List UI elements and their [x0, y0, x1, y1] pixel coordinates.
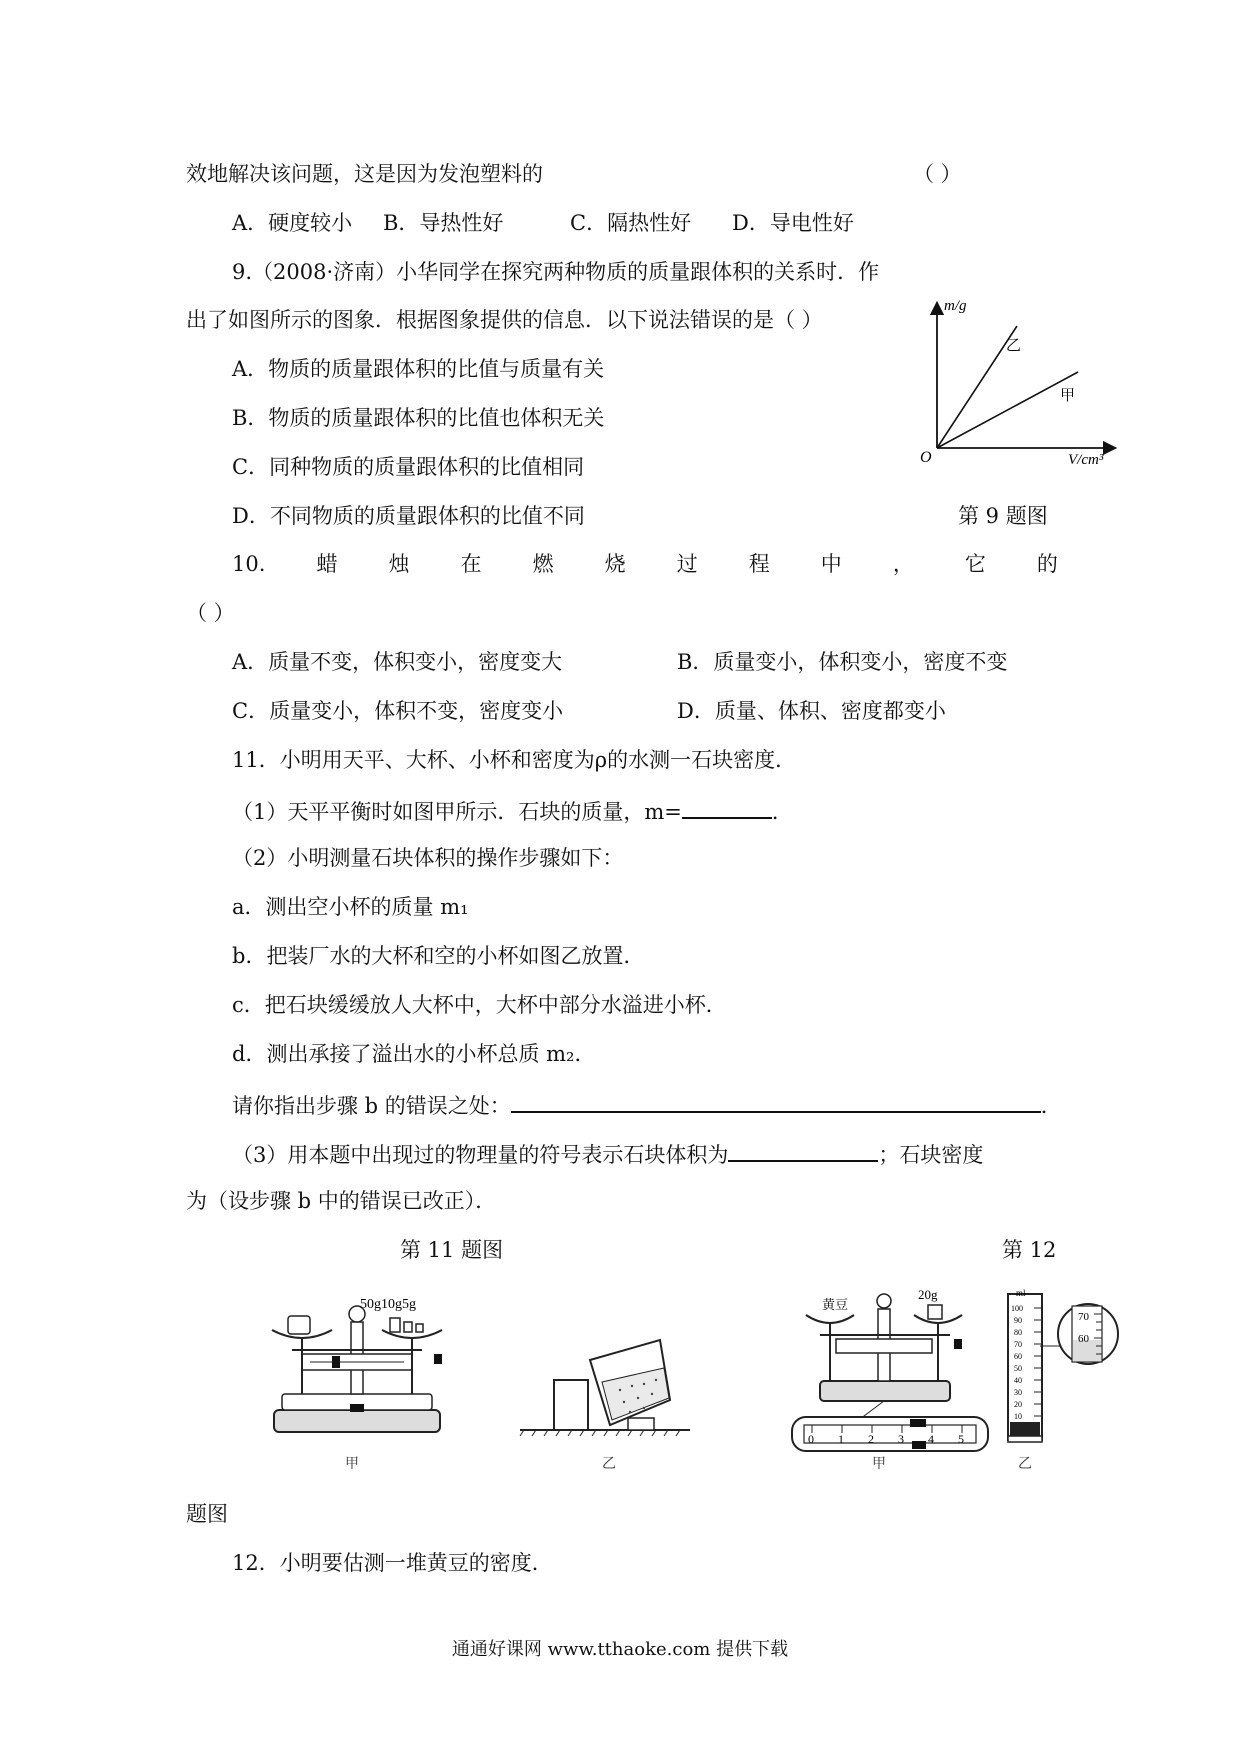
zoom-tick-70: 70	[1078, 1311, 1089, 1323]
q12-graduated-cylinder-illustration	[1004, 1288, 1120, 1454]
q11-fig-yi-label: 乙	[602, 1456, 616, 1472]
line-jia	[937, 372, 1078, 448]
q9-option-a: A．物质的质量跟体积的比值与质量有关	[232, 357, 605, 381]
q9-figure-caption: 第 9 题图	[958, 504, 1048, 528]
cyl-tick-50: 50	[1014, 1364, 1022, 1373]
q11-part3-line2: 为（设步骤 b 中的错误已改正）．	[186, 1189, 497, 1213]
q10-char: 在	[460, 552, 482, 576]
q11-volume-blank[interactable]	[728, 1138, 878, 1162]
q11-weights-label: 50g10g5g	[360, 1297, 416, 1312]
q11-part1-end: ．	[771, 800, 793, 824]
cyl-tick-90: 90	[1014, 1316, 1022, 1325]
q9-stem-line2: 出了如图所示的图象．根据图象提供的信息．以下说法错误的是（ ）	[186, 308, 823, 332]
q8-option-d: D．导电性好	[732, 211, 854, 235]
q11-step-c: c．把石块缓缓放人大杯中，大杯中部分水溢进小杯．	[232, 993, 727, 1017]
q11-part3	[232, 1138, 983, 1169]
q9-option-d: D．不同物质的质量跟体积的比值不同	[232, 504, 585, 528]
cyl-tick-10: 10	[1014, 1412, 1022, 1421]
q8-option-a: A．硬度较小	[232, 211, 353, 235]
q12-fig-jia-label: 甲	[872, 1456, 886, 1472]
q10-char: 蜡	[316, 552, 338, 576]
q12-figure-caption-part1: 第 12	[1002, 1238, 1057, 1262]
q11-ask-b-text: 请你指出步骤 b 的错误之处：	[232, 1094, 511, 1118]
q10-char: 燃	[532, 552, 554, 576]
line-jia-label: 甲	[1060, 386, 1076, 404]
q11-part2: （2）小明测量石块体积的操作步骤如下：	[232, 846, 624, 870]
q10-char: 它	[964, 552, 986, 576]
zoom-tick-60: 60	[1078, 1333, 1089, 1345]
page-footer: 通通好课网 www.tthaoke.com 提供下载	[451, 1639, 789, 1660]
q11-part3-end: ；石块密度	[878, 1143, 984, 1167]
q10-char: ，	[892, 552, 914, 576]
q10-char: 的	[1036, 552, 1058, 576]
scale-tick-2: 2	[868, 1432, 874, 1446]
q12-fig-yi-label: 乙	[1018, 1456, 1032, 1472]
cyl-tick-80: 80	[1014, 1328, 1022, 1337]
q11-part1	[232, 795, 793, 826]
q12-figure-caption-part2: 题图	[186, 1502, 228, 1526]
q11-part1-text: （1）天平平衡时如图甲所示．石块的质量，m=	[232, 800, 682, 824]
cyl-tick-70: 70	[1014, 1340, 1022, 1349]
q10-option-a: A．质量不变，体积变小，密度变大	[232, 650, 563, 674]
cyl-unit: ml	[1016, 1288, 1026, 1298]
q11-balance-illustration	[262, 1290, 452, 1440]
q10-char: 过	[676, 552, 698, 576]
q8-option-c: C．隔热性好	[570, 211, 692, 235]
scale-tick-5: 5	[958, 1432, 964, 1446]
scale-tick-3: 3	[898, 1432, 904, 1446]
q11-overflow-cups-illustration	[520, 1290, 700, 1440]
q10-option-b: B．质量变小，体积变小，密度不变	[677, 650, 1008, 674]
pan-label: 黄豆	[822, 1298, 849, 1313]
q10-option-d: D．质量、体积、密度都变小	[677, 699, 946, 723]
q9-mass-volume-graph	[900, 296, 1140, 476]
q9-option-b: B．物质的质量跟体积的比值也体积无关	[232, 406, 605, 430]
cyl-tick-40: 40	[1014, 1376, 1022, 1385]
q9-stem-line1: 9.（2008·济南）小华同学在探究两种物质的质量跟体积的关系时．作	[232, 260, 880, 284]
q12-stem: 12．小明要估测一堆黄豆的密度．	[232, 1551, 553, 1575]
q11-mass-blank[interactable]	[682, 795, 772, 819]
q8-option-b: B．导热性好	[383, 211, 504, 235]
cyl-tick-30: 30	[1014, 1388, 1022, 1397]
q12-balance-illustration	[790, 1285, 990, 1455]
origin-label: O	[920, 449, 932, 466]
q11-figure-caption: 第 11 题图	[400, 1238, 504, 1262]
q10-char: 烧	[604, 552, 626, 576]
q10-stem	[232, 550, 1058, 578]
x-axis-label: V/cm³	[1068, 452, 1104, 468]
q10-char: 烛	[388, 552, 410, 576]
q11-part3-text: （3）用本题中出现过的物理量的符号表示石块体积为	[232, 1143, 729, 1167]
cyl-tick-20: 20	[1014, 1400, 1022, 1409]
scale-tick-1: 1	[838, 1432, 844, 1446]
line-yi-label: 乙	[1006, 336, 1022, 354]
q10-char: 10.	[232, 552, 266, 576]
q10-answer-paren: （ ）	[186, 601, 235, 625]
q10-char: 程	[748, 552, 770, 576]
scale-tick-4: 4	[928, 1432, 934, 1446]
q11-ask-b	[232, 1089, 1062, 1120]
weight-label: 20g	[918, 1287, 938, 1302]
q11-fig-jia-label: 甲	[345, 1456, 359, 1472]
cyl-tick-100: 100	[1011, 1304, 1023, 1313]
q10-option-c: C．质量变小，体积不变，密度变小	[232, 699, 564, 723]
q11-step-b: b．把装厂水的大杯和空的小杯如图乙放置．	[232, 944, 645, 968]
cyl-tick-60: 60	[1014, 1352, 1022, 1361]
line-yi	[937, 326, 1017, 448]
scale-tick-0: 0	[808, 1432, 814, 1446]
q8-answer-paren: （ ）	[913, 162, 962, 186]
q11-error-blank[interactable]	[511, 1089, 1041, 1113]
q9-option-c: C．同种物质的质量跟体积的比值相同	[232, 455, 585, 479]
q10-char: 中	[820, 552, 842, 576]
q11-stem: 11．小明用天平、大杯、小杯和密度为ρ的水测一石块密度．	[232, 748, 797, 772]
q11-step-a: a．测出空小杯的质量 m₁	[232, 895, 469, 919]
q8-continuation: 效地解决该问题，这是因为发泡塑料的	[186, 162, 543, 186]
q11-ask-b-end: ．	[1040, 1094, 1062, 1118]
y-axis-label: m/g	[944, 298, 967, 314]
q11-step-d: d．测出承接了溢出水的小杯总质 m₂．	[232, 1042, 596, 1066]
